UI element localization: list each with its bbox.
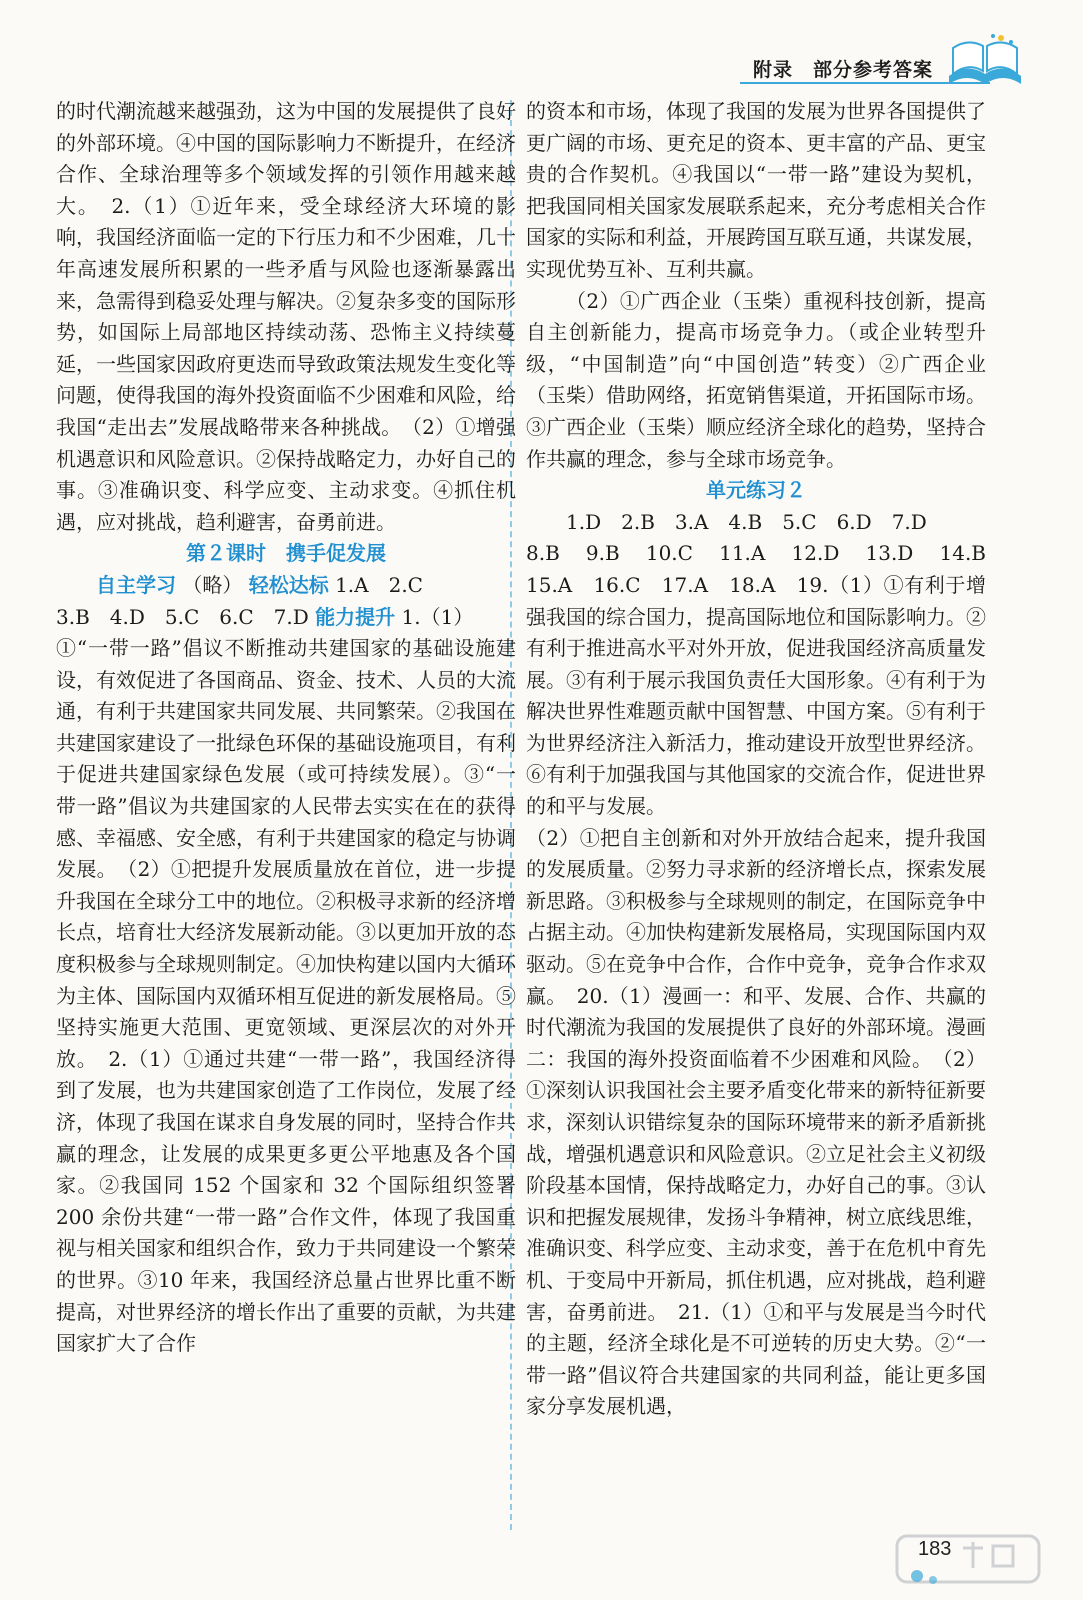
easy-answers-1: 1.A 2.C bbox=[335, 572, 423, 597]
easy-answers-line-2 bbox=[56, 602, 516, 634]
header-label: 附录 部分参考答案 bbox=[752, 59, 933, 81]
ability-start: 1.（1） bbox=[401, 604, 474, 629]
easy-label: 轻松达标 bbox=[248, 572, 329, 597]
page-number: 183 bbox=[918, 1538, 952, 1560]
header-underline bbox=[740, 82, 990, 84]
self-study-label: 自主学习 bbox=[96, 572, 176, 597]
unit-answers-1: 1.D 2.B 3.A 4.B 5.C 6.D 7.D bbox=[566, 509, 927, 534]
watermark-logo-icon bbox=[893, 1528, 1043, 1590]
section-title-unit-practice-2: 单元练习２ bbox=[706, 478, 806, 503]
ability-label: 能力提升 bbox=[315, 604, 396, 629]
easy-answers-2: 3.B 4.D 5.C 6.C 7.D bbox=[56, 604, 309, 629]
self-study-line bbox=[56, 570, 516, 602]
left-column bbox=[56, 96, 516, 1360]
left-paragraph-2: ①“一带一路”倡议不断推动共建国家的基础设施建设，有效促进了各国商品、资金、技术、人员的大流通，有利于共建国家共同发展、共同繁荣。②我国在共建国家建设了一批绿色环保的基础设施项目，有利于促进共建国家绿色发展（或可持续发展）。③“一带一路”倡议为共建国家的人民带去实实在在的获得感、幸福感、安全感，有利于共建国家的稳定与协调发展。 （2）①把提升发展质量放在首位，进一步提升我国在全球分工中的地位。②积极寻求新的经济增长点，培育壮大经济发展新动能。③以更加开放的态度积极参与全球规则制定。④加快构建以国内大循环为主体、国际国内双循环相互促进的新发展格局。⑤坚持实施更大范围、更宽领域、更深层次的对外开放。 2.（1）①通过共建“一带一路”，我国经济得到了发展，也为共建国家创造了工作岗位，发展了经济，体现了我国在谋求自身发展的同时，坚持合作共赢的理念，让发展的成果更多更公平地惠及各个国家。②我国同 152 个国家和 32 个国际组织签署 200 余份共建“一带一路”合作文件，体现了我国重视与相关国家和组织合作，致力于共同建设一个繁荣的世界。③10 年来，我国经济总量占世界比重不断提高，对世界经济的增长作出了重要的贡献，为共建国家扩大了合作 bbox=[56, 636, 516, 1356]
left-paragraph-1: 的时代潮流越来越强劲，这为中国的发展提供了良好的外部环境。④中国的国际影响力不断提升，在经济合作、全球治理等多个领域发挥的引领作用越来越大。 2.（1）①近年来，受全球经济大环境的影响，我国经济面临一定的下行压力和不少困难，几十年高速发展所积累的一些矛盾与风险也逐渐暴露出来，急需得到稳妥处理与解决。②复杂多变的国际形势，如国际上局部地区持续动荡、恐怖主义持续蔓延，一些国家因政府更迭而导致政策法规发生变化等问题，使得我国的海外投资面临不少困难和风险，给我国“走出去”发展战略带来各种挑战。 （2）①增强机遇意识和风险意识。②保持战略定力，办好自己的事。③准确识变、科学应变、主动求变。④抓住机遇，应对挑战，趋利避害，奋勇前进。 bbox=[56, 99, 516, 534]
right-paragraph-2: （2）①广西企业（玉柴）重视科技创新，提高自主创新能力，提高市场竞争力。（或企业转型升级，“中国制造”向“中国创造”转变）②广西企业（玉柴）借助网络，拓宽销售渠道，开拓国际市场。③广西企业（玉柴）顺应经济全球化的趋势，坚持合作共赢的理念，参与全球市场竞争。 bbox=[526, 288, 986, 471]
section-title-lesson-2: 第２课时 携手促发展 bbox=[186, 541, 386, 566]
right-paragraph-3: 8.B 9.B 10.C 11.A 12.D 13.D 14.B 15.A 16.C 17.A 18.A 19.（1）①有利于增强我国的综合国力，提高国际地位和国际影响力。②有利于推进高水平对外开放，促进我国经济高质量发展。③有利于展示我国负责任大国形象。④有利于为解决世界性难题贡献中国智慧、中国方案。⑤有利于为世界经济注入新活力，推动建设开放型世界经济。⑥有利于加强我国与其他国家的交流合作，促进世界的和平与发展。 bbox=[526, 541, 1006, 819]
right-column bbox=[526, 96, 1006, 1423]
right-paragraph-1: 的资本和市场，体现了我国的发展为世界各国提供了更广阔的市场、更充足的资本、更丰富的产品、更宝贵的合作契机。④我国以“一带一路”建设为契机，把我国同相关国家发展联系起来，充分考虑相关合作国家的实际和利益，开展跨国互联互通，共谋发展，实现优势互补、互利共赢。 bbox=[526, 99, 986, 281]
self-study-text: （略） bbox=[182, 572, 243, 597]
right-paragraph-4: （2）①把自主创新和对外开放结合起来，提升我国的发展质量。②努力寻求新的经济增长点，探索发展新思路。③积极参与全球规则的制定，在国际竞争中占据主动。④加快构建新发展格局，实现国际国内双驱动。⑤在竞争中合作，合作中竞争，竞争合作求双赢。 20.（1）漫画一：和平、发展、合作、共赢的时代潮流为我国的发展提供了良好的外部环境。漫画二：我国的海外投资面临着不少困难和风险。 （2）①深刻认识我国社会主要矛盾变化带来的新特征新要求，深刻认识错综复杂的国际环境带来的新矛盾新挑战，增强机遇意识和风险意识。②立足社会主义初级阶段基本国情，保持战略定力，办好自己的事。③认识和把握发展规律，发扬斗争精神，树立底线思维，准确识变、科学应变、主动求变，善于在危机中育先机、于变局中开新局，抓住机遇，应对挑战，趋利避害，奋勇前进。 21.（1）①和平与发展是当今时代的主题，经济全球化是不可逆转的历史大势。②“一带一路”倡议符合共建国家的共同利益，能让更多国家分享发展机遇， bbox=[526, 825, 986, 1419]
